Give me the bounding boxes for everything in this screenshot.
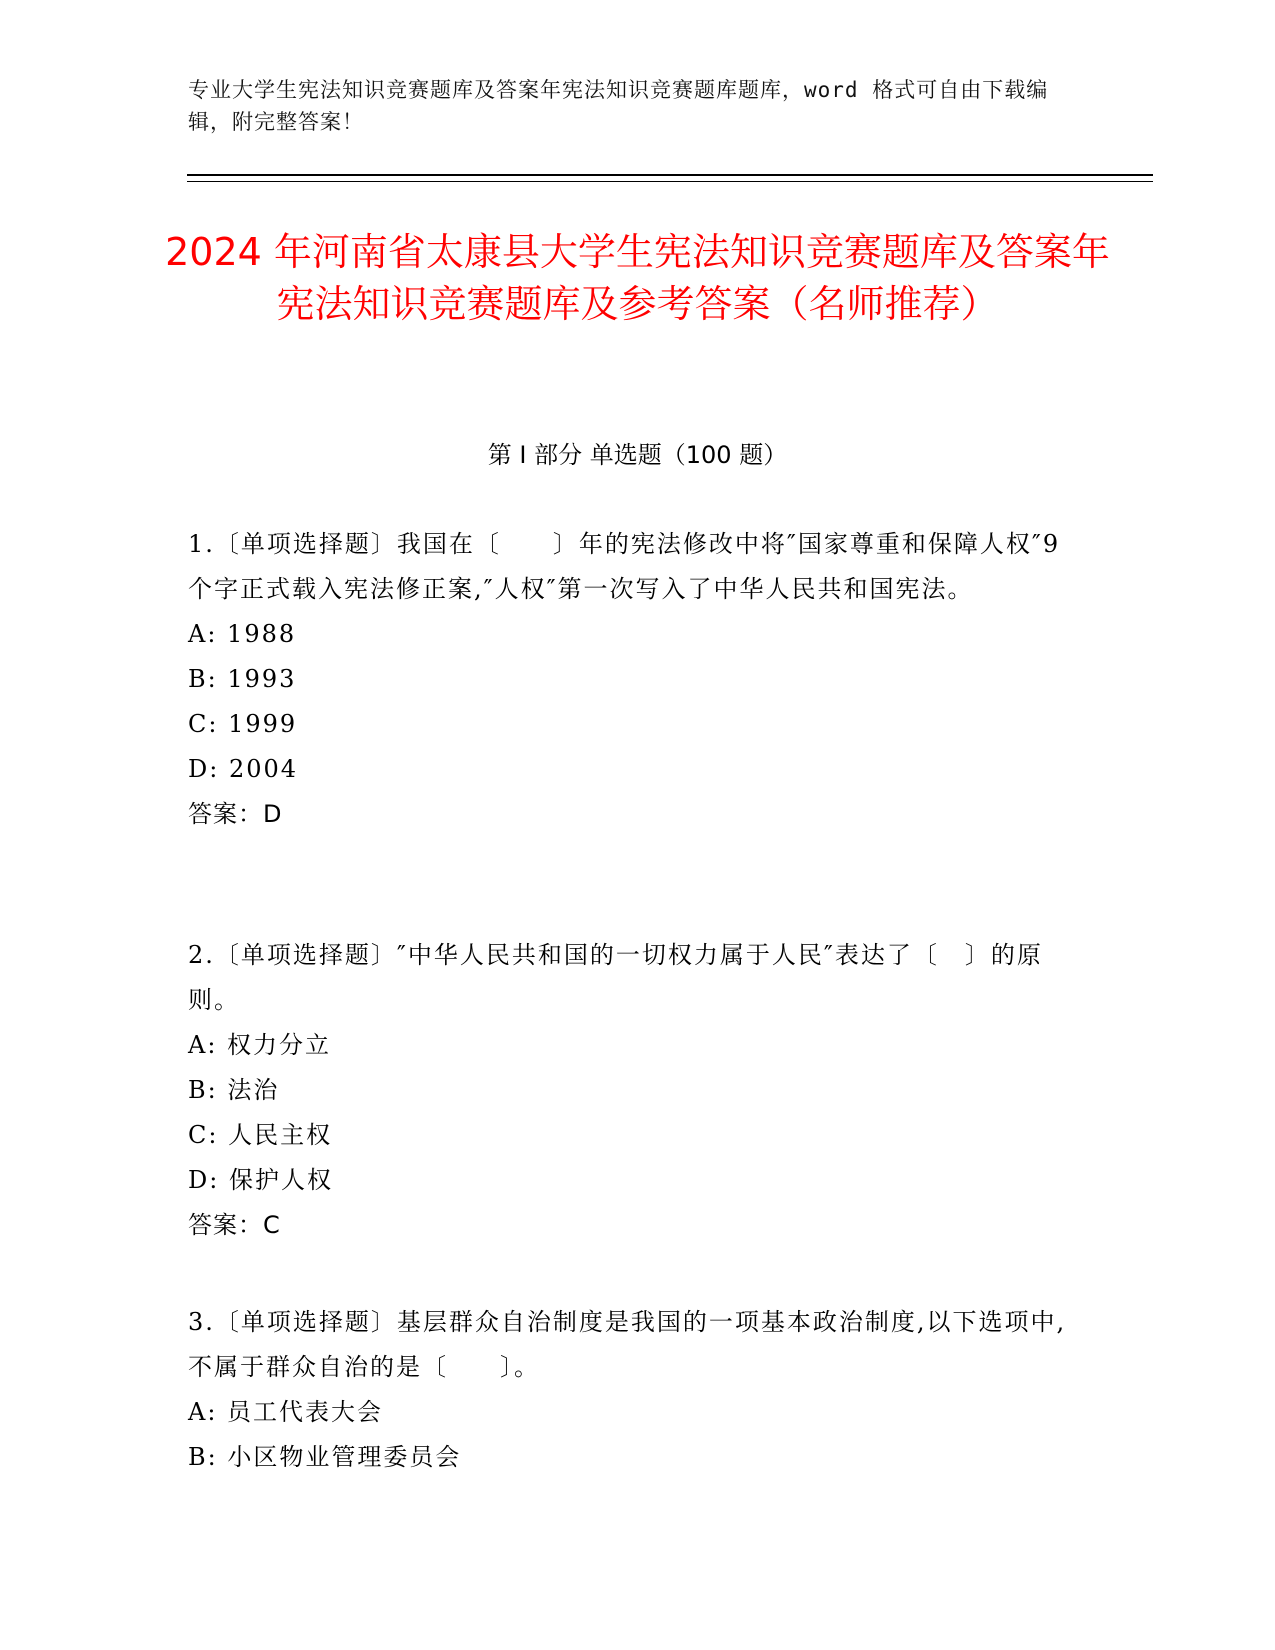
option-b: B: 法治 [188, 1076, 280, 1104]
header-divider-thick [187, 174, 1153, 176]
question-3 [188, 1300, 1078, 1480]
question-2 [188, 933, 1078, 1248]
section-title: 第 I 部分 单选题（100 题） [487, 441, 788, 469]
option-b: B: 小区物业管理委员会 [188, 1443, 462, 1471]
option-d: D: 2004 [188, 755, 299, 783]
question-answer: 答案：C [188, 1211, 281, 1239]
option-d: D: 保护人权 [188, 1166, 333, 1194]
option-c: C: 人民主权 [188, 1121, 333, 1149]
question-stem: 3.〔单项选择题〕基层群众自治制度是我国的一项基本政治制度,以下选项中,不属于群众自治的是〔 〕。 [188, 1308, 1067, 1381]
question-1 [188, 522, 1078, 837]
option-b: B: 1993 [188, 665, 297, 693]
option-c: C: 1999 [188, 710, 298, 738]
header-divider-thin [187, 181, 1153, 182]
document-title: 2024 年河南省太康县大学生宪法知识竞赛题库及答案年宪法知识竞赛题库及参考答案（名师推荐） [165, 230, 1110, 326]
question-answer: 答案：D [188, 800, 283, 828]
option-a: A: 员工代表大会 [188, 1398, 384, 1426]
question-stem: 1.〔单项选择题〕我国在〔 〕年的宪法修改中将″国家尊重和保障人权″9 个字正式载入宪法修正案,″人权″第一次写入了中华人民共和国宪法。 [188, 530, 1061, 603]
option-a: A: 权力分立 [188, 1031, 332, 1059]
option-a: A: 1988 [188, 620, 297, 648]
question-stem: 2.〔单项选择题〕″中华人民共和国的一切权力属于人民″表达了〔 〕的原则。 [188, 941, 1043, 1014]
header-note: 专业大学生宪法知识竞赛题库及答案年宪法知识竞赛题库题库，word 格式可自由下载编辑，附完整答案！ [188, 78, 1049, 134]
